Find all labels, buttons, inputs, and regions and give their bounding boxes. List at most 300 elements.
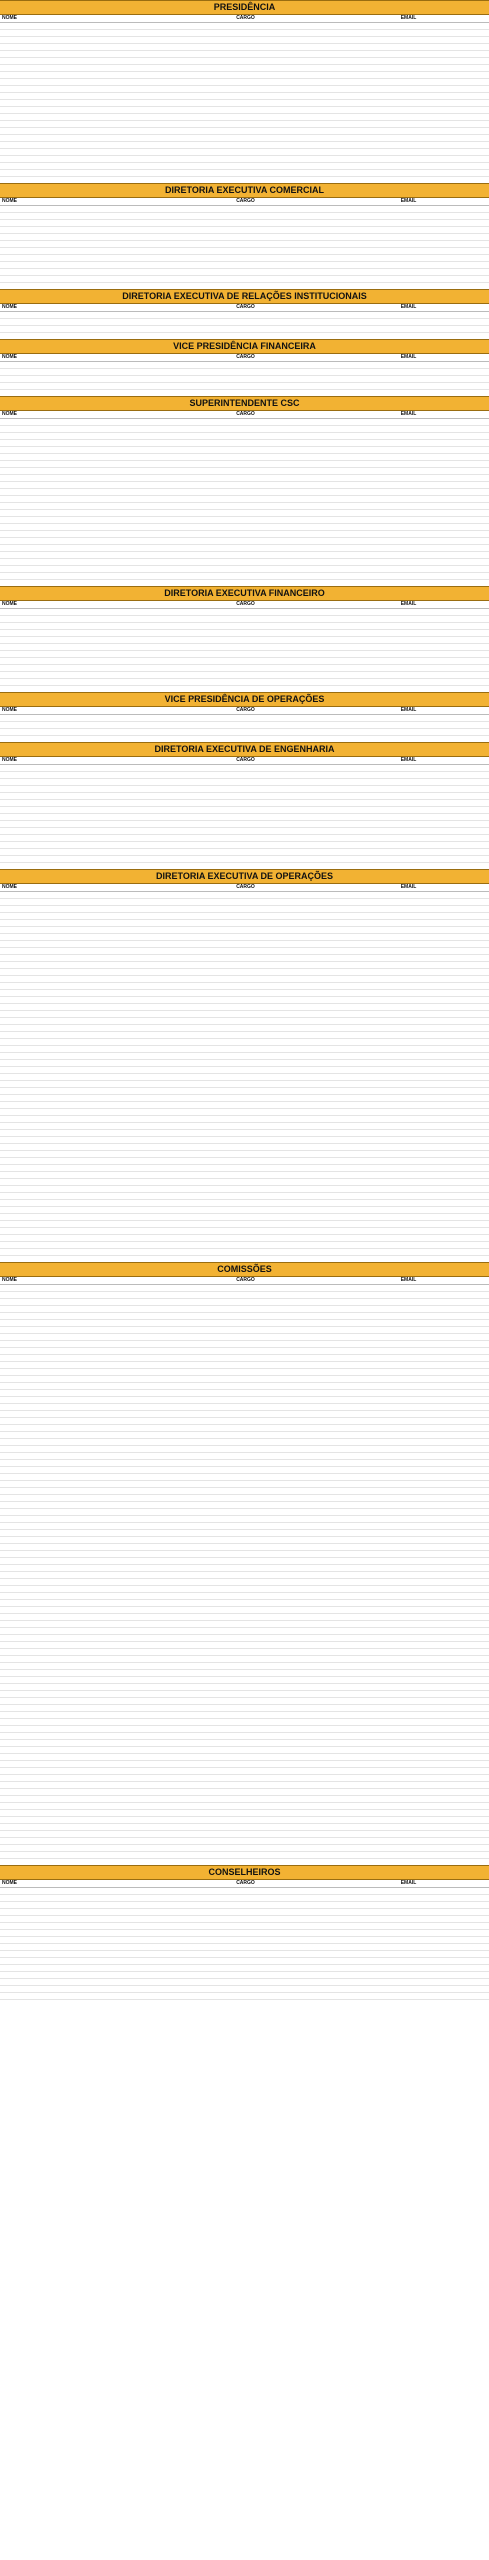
table-row: [0, 1768, 489, 1775]
header-email: EMAIL: [400, 304, 417, 310]
table-row: [0, 665, 489, 672]
table-row: [0, 1067, 489, 1074]
table-row: [0, 856, 489, 863]
table-row: [0, 1306, 489, 1313]
table-row: [0, 941, 489, 948]
section: [0, 0, 489, 183]
table-row: [0, 475, 489, 482]
table-row: [0, 1621, 489, 1628]
table-row: [0, 1474, 489, 1481]
table-row: [0, 362, 489, 369]
table-row: [0, 772, 489, 779]
table-row: [0, 1944, 489, 1951]
table-row: [0, 630, 489, 637]
table-row: [0, 1565, 489, 1572]
header-email: EMAIL: [400, 757, 417, 763]
table-row: [0, 1607, 489, 1614]
table-row: [0, 1130, 489, 1137]
section-title: DIRETORIA EXECUTIVA DE ENGENHARIA: [0, 742, 489, 757]
table-row: [0, 913, 489, 920]
table-row: [0, 128, 489, 135]
table-row: [0, 545, 489, 552]
table-row: [0, 609, 489, 616]
table-row: [0, 1761, 489, 1768]
table-row: [0, 517, 489, 524]
table-row: [0, 1032, 489, 1039]
table-row: [0, 1355, 489, 1362]
table-row: [0, 524, 489, 531]
table-row: [0, 1993, 489, 2000]
table-row: [0, 1572, 489, 1579]
table-row: [0, 1986, 489, 1993]
table-row: [0, 1249, 489, 1256]
table-row: [0, 135, 489, 142]
column-headers: [0, 304, 489, 312]
table-row: [0, 461, 489, 468]
column-headers: [0, 198, 489, 206]
table-row: [0, 1803, 489, 1810]
table-row: [0, 1719, 489, 1726]
header-email: EMAIL: [400, 1277, 417, 1283]
header-email: EMAIL: [400, 1880, 417, 1886]
table-row: [0, 1327, 489, 1334]
header-role: CARGO: [236, 198, 255, 204]
table-row: [0, 679, 489, 686]
section-title: VICE PRESIDÊNCIA DE OPERAÇÕES: [0, 692, 489, 707]
table-row: [0, 1670, 489, 1677]
table-row: [0, 1902, 489, 1909]
table-row: [0, 1923, 489, 1930]
section-title: SUPERINTENDENTE CSC: [0, 396, 489, 411]
table-row: [0, 1747, 489, 1754]
header-role: CARGO: [236, 707, 255, 713]
table-row: [0, 1046, 489, 1053]
table-row: [0, 1053, 489, 1060]
section-title: DIRETORIA EXECUTIVA COMERCIAL: [0, 183, 489, 198]
header-name: NOME: [2, 884, 17, 890]
table-row: [0, 1158, 489, 1165]
table-row: [0, 1972, 489, 1979]
table-row: [0, 149, 489, 156]
header-name: NOME: [2, 198, 17, 204]
section-title: PRESIDÊNCIA: [0, 0, 489, 15]
table-row: [0, 1348, 489, 1355]
section: [0, 396, 489, 586]
table-row: [0, 248, 489, 255]
table-row: [0, 1845, 489, 1852]
table-row: [0, 1467, 489, 1474]
section-title: VICE PRESIDÊNCIA FINANCEIRA: [0, 339, 489, 354]
table-row: [0, 1698, 489, 1705]
table-row: [0, 1705, 489, 1712]
table-row: [0, 1207, 489, 1214]
column-headers: [0, 757, 489, 765]
table-row: [0, 1502, 489, 1509]
section: [0, 289, 489, 339]
header-email: EMAIL: [400, 411, 417, 417]
table-row: [0, 1642, 489, 1649]
table-row: [0, 1888, 489, 1895]
table-row: [0, 1789, 489, 1796]
table-row: [0, 1537, 489, 1544]
table-row: [0, 447, 489, 454]
table-row: [0, 637, 489, 644]
table-row: [0, 1649, 489, 1656]
section: [0, 586, 489, 692]
table-row: [0, 828, 489, 835]
table-row: [0, 1593, 489, 1600]
table-row: [0, 566, 489, 573]
table-row: [0, 1285, 489, 1292]
table-row: [0, 1937, 489, 1944]
table-row: [0, 1958, 489, 1965]
table-row: [0, 955, 489, 962]
section: [0, 1262, 489, 1865]
table-row: [0, 72, 489, 79]
table-row: [0, 1292, 489, 1299]
table-row: [0, 156, 489, 163]
header-role: CARGO: [236, 1880, 255, 1886]
table-row: [0, 1895, 489, 1902]
header-name: NOME: [2, 707, 17, 713]
table-row: [0, 1060, 489, 1067]
table-row: [0, 1039, 489, 1046]
table-row: [0, 1530, 489, 1537]
table-row: [0, 454, 489, 461]
header-role: CARGO: [236, 601, 255, 607]
section-title: CONSELHEIROS: [0, 1865, 489, 1880]
table-row: [0, 934, 489, 941]
column-headers: [0, 15, 489, 23]
table-row: [0, 538, 489, 545]
section: [0, 1865, 489, 2006]
table-row: [0, 1495, 489, 1502]
table-row: [0, 623, 489, 630]
table-row: [0, 1951, 489, 1958]
header-email: EMAIL: [400, 601, 417, 607]
table-row: [0, 1551, 489, 1558]
row-area: [0, 1888, 489, 2000]
table-row: [0, 1460, 489, 1467]
table-row: [0, 23, 489, 30]
table-row: [0, 1390, 489, 1397]
table-row: [0, 93, 489, 100]
header-email: EMAIL: [400, 198, 417, 204]
table-row: [0, 800, 489, 807]
table-row: [0, 962, 489, 969]
table-row: [0, 58, 489, 65]
table-row: [0, 969, 489, 976]
header-email: EMAIL: [400, 15, 417, 21]
row-area: [0, 609, 489, 686]
table-row: [0, 1740, 489, 1747]
column-headers: [0, 1277, 489, 1285]
table-row: [0, 489, 489, 496]
table-row: [0, 1151, 489, 1158]
table-row: [0, 1523, 489, 1530]
table-row: [0, 927, 489, 934]
header-name: NOME: [2, 1277, 17, 1283]
table-row: [0, 1677, 489, 1684]
table-row: [0, 616, 489, 623]
table-row: [0, 1095, 489, 1102]
table-row: [0, 1404, 489, 1411]
table-row: [0, 1509, 489, 1516]
table-row: [0, 1782, 489, 1789]
header-email: EMAIL: [400, 707, 417, 713]
table-row: [0, 376, 489, 383]
table-row: [0, 496, 489, 503]
section: [0, 692, 489, 742]
table-row: [0, 1172, 489, 1179]
table-row: [0, 1397, 489, 1404]
table-row: [0, 892, 489, 899]
table-row: [0, 1831, 489, 1838]
table-row: [0, 906, 489, 913]
table-row: [0, 807, 489, 814]
table-row: [0, 1600, 489, 1607]
table-row: [0, 503, 489, 510]
table-row: [0, 990, 489, 997]
table-row: [0, 786, 489, 793]
table-row: [0, 1235, 489, 1242]
table-row: [0, 842, 489, 849]
table-row: [0, 1558, 489, 1565]
row-area: [0, 892, 489, 1256]
table-row: [0, 849, 489, 856]
table-row: [0, 1446, 489, 1453]
table-row: [0, 651, 489, 658]
header-name: NOME: [2, 304, 17, 310]
table-row: [0, 1200, 489, 1207]
table-row: [0, 1635, 489, 1642]
table-row: [0, 722, 489, 729]
table-row: [0, 1810, 489, 1817]
section: [0, 183, 489, 289]
row-area: [0, 419, 489, 580]
table-row: [0, 206, 489, 213]
table-row: [0, 899, 489, 906]
row-area: [0, 1285, 489, 1859]
table-row: [0, 1754, 489, 1761]
table-row: [0, 1775, 489, 1782]
table-row: [0, 1116, 489, 1123]
header-name: NOME: [2, 15, 17, 21]
table-row: [0, 1074, 489, 1081]
table-row: [0, 644, 489, 651]
table-row: [0, 672, 489, 679]
header-role: CARGO: [236, 1277, 255, 1283]
header-role: CARGO: [236, 411, 255, 417]
table-row: [0, 1011, 489, 1018]
section: [0, 869, 489, 1262]
table-row: [0, 729, 489, 736]
table-row: [0, 1165, 489, 1172]
table-row: [0, 227, 489, 234]
table-row: [0, 1004, 489, 1011]
table-row: [0, 765, 489, 772]
table-row: [0, 1109, 489, 1116]
table-row: [0, 142, 489, 149]
table-row: [0, 255, 489, 262]
table-row: [0, 1488, 489, 1495]
section-title: DIRETORIA EXECUTIVA DE RELAÇÕES INSTITUCIONAIS: [0, 289, 489, 304]
header-name: NOME: [2, 757, 17, 763]
table-row: [0, 814, 489, 821]
table-row: [0, 170, 489, 177]
table-row: [0, 44, 489, 51]
table-row: [0, 262, 489, 269]
section-gap: [0, 2000, 489, 2006]
table-row: [0, 234, 489, 241]
table-row: [0, 1025, 489, 1032]
table-row: [0, 1313, 489, 1320]
table-row: [0, 1796, 489, 1803]
table-row: [0, 51, 489, 58]
table-row: [0, 1453, 489, 1460]
table-row: [0, 531, 489, 538]
table-row: [0, 1179, 489, 1186]
row-area: [0, 715, 489, 736]
table-row: [0, 482, 489, 489]
column-headers: [0, 707, 489, 715]
table-row: [0, 369, 489, 376]
table-row: [0, 1628, 489, 1635]
table-row: [0, 983, 489, 990]
table-row: [0, 1579, 489, 1586]
table-row: [0, 1102, 489, 1109]
table-row: [0, 1228, 489, 1235]
table-row: [0, 715, 489, 722]
column-headers: [0, 1880, 489, 1888]
column-headers: [0, 411, 489, 419]
table-row: [0, 433, 489, 440]
table-row: [0, 241, 489, 248]
table-row: [0, 79, 489, 86]
table-row: [0, 821, 489, 828]
table-row: [0, 426, 489, 433]
table-row: [0, 1299, 489, 1306]
table-row: [0, 793, 489, 800]
table-row: [0, 1481, 489, 1488]
table-row: [0, 30, 489, 37]
table-row: [0, 65, 489, 72]
table-row: [0, 276, 489, 283]
table-row: [0, 326, 489, 333]
header-role: CARGO: [236, 354, 255, 360]
header-role: CARGO: [236, 757, 255, 763]
table-row: [0, 114, 489, 121]
table-row: [0, 1137, 489, 1144]
table-row: [0, 107, 489, 114]
header-name: NOME: [2, 1880, 17, 1886]
header-role: CARGO: [236, 304, 255, 310]
table-row: [0, 1376, 489, 1383]
table-row: [0, 1614, 489, 1621]
table-row: [0, 1979, 489, 1986]
table-row: [0, 1684, 489, 1691]
header-name: NOME: [2, 601, 17, 607]
table-row: [0, 1411, 489, 1418]
table-row: [0, 1341, 489, 1348]
table-row: [0, 1838, 489, 1845]
table-row: [0, 1018, 489, 1025]
table-row: [0, 163, 489, 170]
table-row: [0, 1383, 489, 1390]
table-row: [0, 658, 489, 665]
column-headers: [0, 354, 489, 362]
header-name: NOME: [2, 354, 17, 360]
table-row: [0, 552, 489, 559]
table-row: [0, 1081, 489, 1088]
table-row: [0, 1909, 489, 1916]
section-title: DIRETORIA EXECUTIVA FINANCEIRO: [0, 586, 489, 601]
table-row: [0, 779, 489, 786]
table-row: [0, 948, 489, 955]
table-row: [0, 1214, 489, 1221]
header-email: EMAIL: [400, 354, 417, 360]
table-row: [0, 1439, 489, 1446]
section: [0, 742, 489, 869]
table-row: [0, 1916, 489, 1923]
table-row: [0, 86, 489, 93]
table-row: [0, 1656, 489, 1663]
table-row: [0, 1663, 489, 1670]
section-title: DIRETORIA EXECUTIVA DE OPERAÇÕES: [0, 869, 489, 884]
table-row: [0, 100, 489, 107]
row-area: [0, 312, 489, 333]
row-area: [0, 362, 489, 390]
table-row: [0, 1852, 489, 1859]
table-row: [0, 1824, 489, 1831]
table-row: [0, 440, 489, 447]
table-row: [0, 1320, 489, 1327]
table-row: [0, 976, 489, 983]
table-row: [0, 1221, 489, 1228]
table-row: [0, 1516, 489, 1523]
table-row: [0, 1088, 489, 1095]
table-row: [0, 213, 489, 220]
column-headers: [0, 884, 489, 892]
section: [0, 339, 489, 396]
header-role: CARGO: [236, 884, 255, 890]
table-row: [0, 312, 489, 319]
row-area: [0, 206, 489, 283]
header-role: CARGO: [236, 15, 255, 21]
table-row: [0, 1193, 489, 1200]
table-row: [0, 1712, 489, 1719]
section-title: COMISSÕES: [0, 1262, 489, 1277]
row-area: [0, 765, 489, 863]
header-email: EMAIL: [400, 884, 417, 890]
table-row: [0, 319, 489, 326]
header-name: NOME: [2, 411, 17, 417]
table-row: [0, 1418, 489, 1425]
table-row: [0, 1965, 489, 1972]
table-row: [0, 1186, 489, 1193]
table-row: [0, 1144, 489, 1151]
table-row: [0, 1432, 489, 1439]
table-row: [0, 559, 489, 566]
table-row: [0, 920, 489, 927]
table-row: [0, 1691, 489, 1698]
table-row: [0, 1726, 489, 1733]
column-headers: [0, 601, 489, 609]
table-row: [0, 510, 489, 517]
table-row: [0, 1425, 489, 1432]
table-row: [0, 1123, 489, 1130]
table-row: [0, 1930, 489, 1937]
